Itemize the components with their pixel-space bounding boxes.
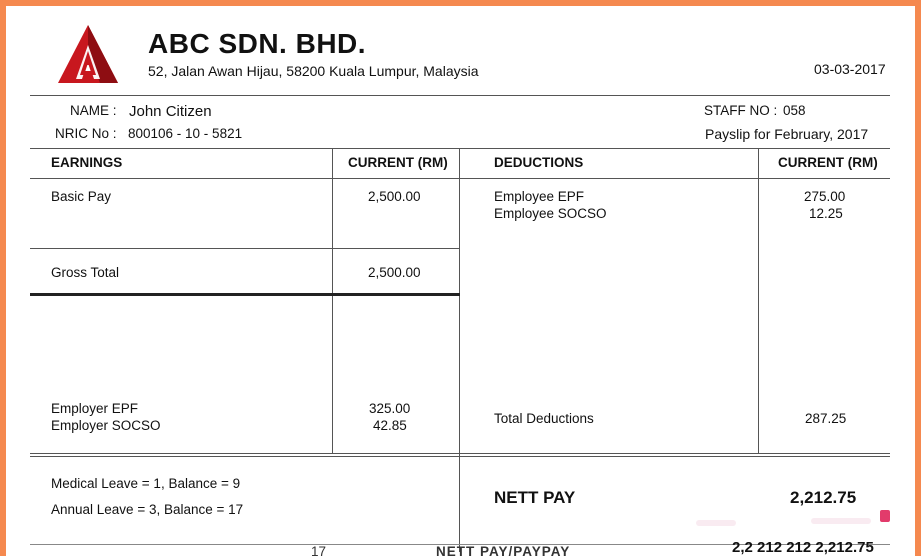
employee-epf-amount: 275.00 <box>804 189 846 204</box>
earnings-current-header: CURRENT (RM) <box>348 155 448 170</box>
gross-total-label: Gross Total <box>51 265 120 280</box>
pink-mark-icon <box>880 510 890 522</box>
employer-socso-label: Employer SOCSO <box>51 418 161 433</box>
employer-epf-label: Employer EPF <box>51 401 139 416</box>
employer-socso-amount: 42.85 <box>373 418 407 433</box>
annual-leave: Annual Leave = 3, Balance = 17 <box>51 502 244 517</box>
total-deductions-label: Total Deductions <box>494 411 594 426</box>
table-bottom-line-double <box>30 456 890 457</box>
table-header-line <box>30 178 890 179</box>
deductions-header: DEDUCTIONS <box>494 155 584 170</box>
cropped-fragment-right: 2,2 212 212 2,212.75 <box>732 539 874 556</box>
deductions-column-divider <box>758 148 759 454</box>
earning-item-label: Basic Pay <box>51 189 112 204</box>
nric-label: NRIC No : <box>55 126 117 141</box>
payslip-period: Payslip for February, 2017 <box>705 126 869 142</box>
earnings-column-divider <box>332 148 333 454</box>
nett-pay-amount: 2,212.75 <box>790 488 857 507</box>
company-name: ABC SDN. BHD. <box>148 28 367 59</box>
employer-epf-amount: 325.00 <box>369 401 411 416</box>
smudge-mark <box>696 520 736 526</box>
employee-socso-label: Employee SOCSO <box>494 206 607 221</box>
total-deductions-amount: 287.25 <box>805 411 847 426</box>
gross-total-amount: 2,500.00 <box>368 265 421 280</box>
employee-name: John Citizen <box>129 103 212 120</box>
staff-no-value: 058 <box>783 103 806 118</box>
cropped-fragment-middle: NETT PAY/PAYPAY <box>436 544 571 556</box>
company-logo-icon <box>56 23 120 85</box>
gross-bottom-line <box>30 293 460 296</box>
nett-pay-label: NETT PAY <box>494 488 576 507</box>
nric-value: 800106 - 10 - 5821 <box>128 126 243 141</box>
cropped-fragment-left: 17 <box>311 544 327 556</box>
table-top-line <box>30 148 890 149</box>
deductions-current-header: CURRENT (RM) <box>778 155 878 170</box>
employee-epf-label: Employee EPF <box>494 189 585 204</box>
name-label: NAME : <box>70 103 117 118</box>
employee-socso-amount: 12.25 <box>809 206 843 221</box>
earning-item-amount: 2,500.00 <box>368 189 421 204</box>
smudge-mark <box>811 518 871 524</box>
header-divider <box>30 95 890 96</box>
document-date: 03-03-2017 <box>814 61 886 77</box>
medical-leave: Medical Leave = 1, Balance = 9 <box>51 476 241 491</box>
payslip-document <box>6 6 915 556</box>
gross-top-line <box>30 248 460 249</box>
table-bottom-line <box>30 453 890 454</box>
center-divider <box>459 148 460 552</box>
company-address: 52, Jalan Awan Hijau, 58200 Kuala Lumpur, Malaysia <box>148 63 479 79</box>
earnings-header: EARNINGS <box>51 155 123 170</box>
staff-no-label: STAFF NO : <box>704 103 778 118</box>
